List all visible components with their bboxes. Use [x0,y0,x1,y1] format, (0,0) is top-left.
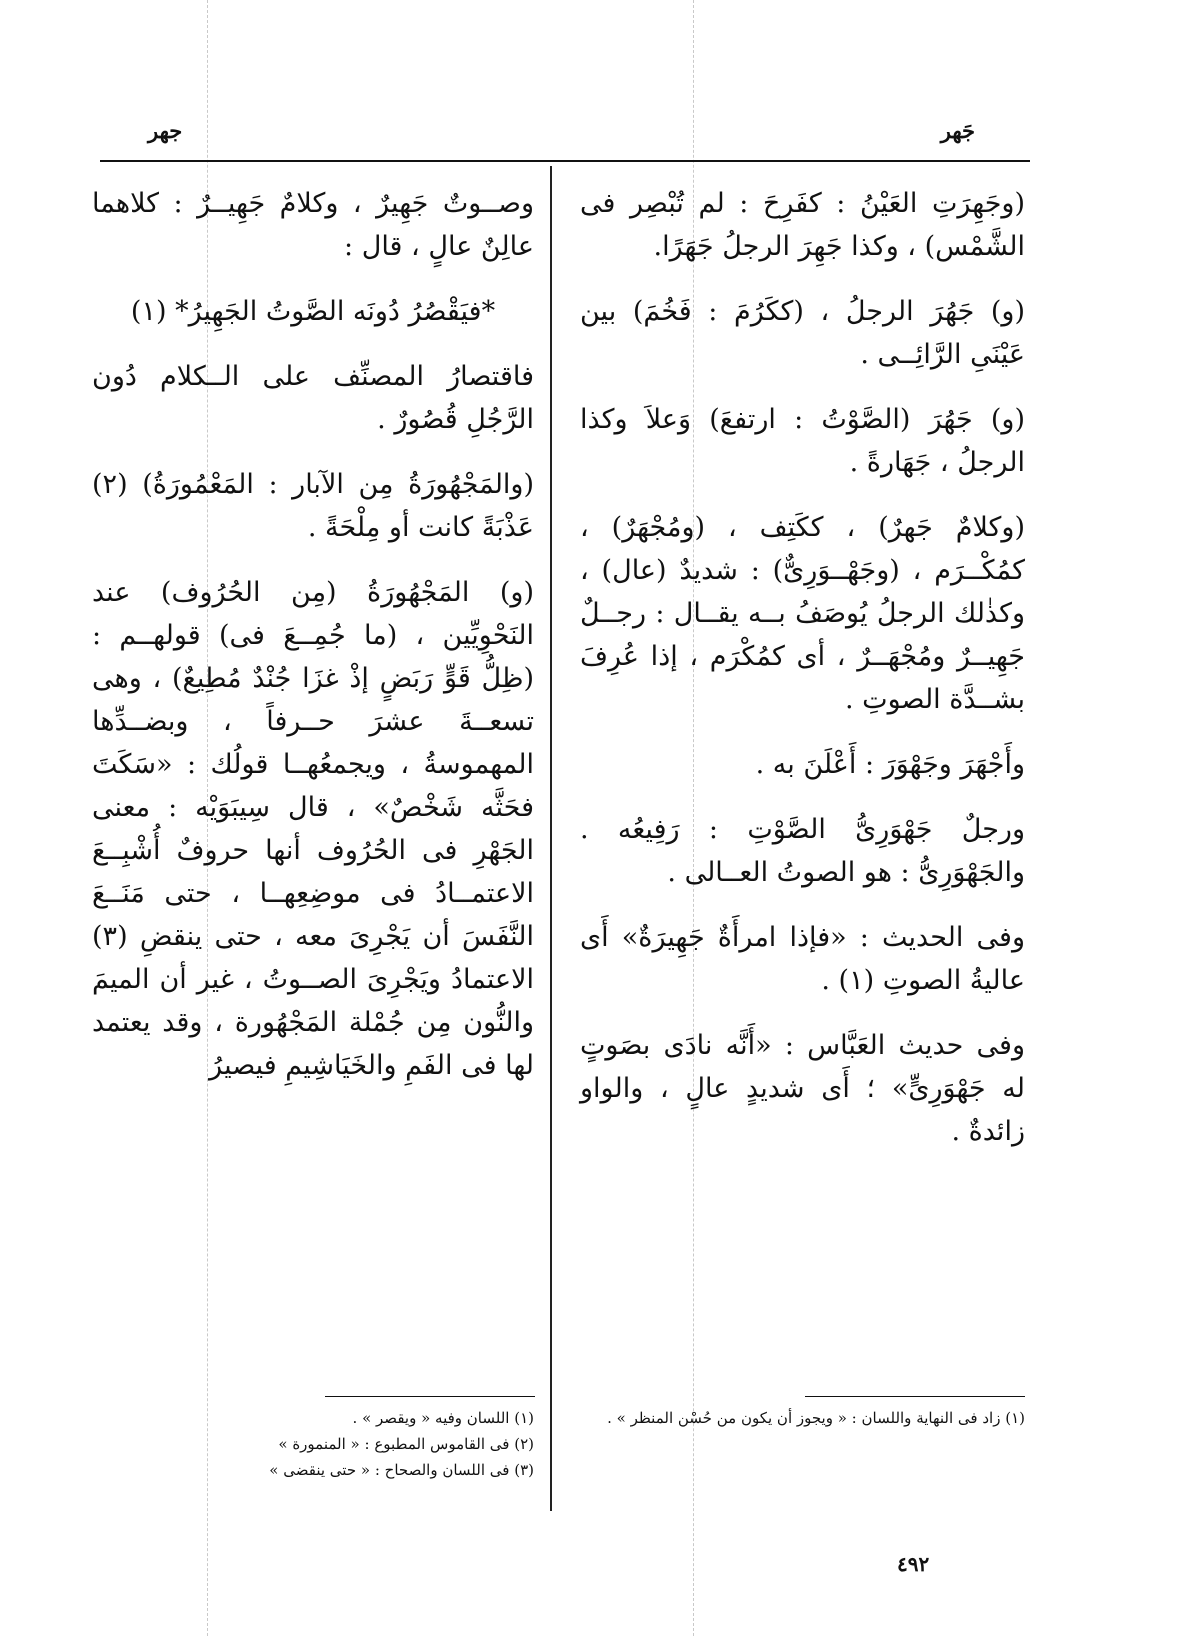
entry-paragraph: (و) المَجْهُورَةُ (مِن الحُرُوف) عند النَحْوِيِّين ، (ما جُمِــعَ فى) قولهــم : (ظِلُّ قَوٍّ رَبَضٍ إذْ غزَا جُنْدٌ مُطِيعٌ) ، وهى تسعــةَ عشرَ حــرفاً ، وبضــدِّها المهموسةُ ، ويجمعُهــا قولُك : «سَكَتَ فحَثَّه شَخْصٌ» ، قال سِيبَوَيْه : معنى الجَهْرِ فى الحُرُوف أنها حروفٌ أُشْبِــعَ الاعتمــادُ فى موضِعِهــا ، حتى مَنَــعَ النَّفَسَ أن يَجْرِىَ معه ، حتى ينقضِ (٣) الاعتمادُ ويَجْرِىَ الصــوتُ ، غير أن الميمَ والنُّون مِن جُمْلة المَجْهُورة ، وقد يعتمد لها فى الفَمِ والخَيَاشِيمِ فيصيرُ [92,577,534,1081]
left-column [92,182,534,1109]
running-head-right: جَهر [940,118,975,143]
page-number: ٤٩٢ [897,1552,930,1576]
header-rule [100,160,1030,162]
entry-paragraph: (وجَهِرَتِ العَيْنُ : كفَرِحَ : لم تُبْصِر فى الشَّمْس) ، وكذا جَهِرَ الرجلُ جَهَرًا. [580,188,1025,262]
footnote-rule [805,1396,1025,1397]
entry-paragraph: ورجلٌ جَهْوَرِىُّ الصَّوْتِ : رَفِيعُه . والجَهْوَرِىُّ : هو الصوتُ العــالى . [580,814,1025,888]
poetry-verse: *فيَقْصُرُ دُونَه الصَّوتُ الجَهِيرُ* (١) [130,296,496,327]
entry-paragraph: وأَجْهَرَ وجَهْوَرَ : أَعْلَنَ به . [755,749,1025,780]
footnote-rule [325,1396,535,1397]
right-column [580,182,1025,1175]
entry-paragraph: (وكلامٌ جَهرٌ) ، ككَتِف ، (ومُجْهَرٌ) ، كمُكْــرَم ، (وجَهْــوَرِىٌّ) : شديدٌ (عال) ، وكذٰلك الرجلُ يُوصَفُ بــه يقــال : رجــلٌ جَهِيــرٌ ومُجْهَــرٌ ، أى كمُكْرَم ، إذا عُرِفَ بشــدَّة الصوتِ . [580,512,1025,715]
entry-paragraph: (و) جَهُرَ الرجلُ ، (ككَرُمَ : فَخُمَ) بين عَيْنَىِ الرَّائِــى . [580,296,1025,370]
footnote: (٣) فى اللسان والصحاح : « حتى ينقضى » [269,1461,534,1479]
entry-paragraph: وفى حديث العَبَّاس : «أَنَّه نادَى بصَوتٍ له جَهْوَرِىٍّ» ؛ أَى شديدٍ عالٍ ، والواو زائدةٌ . [580,1030,1025,1147]
entry-paragraph: وصــوتٌ جَهِيرٌ ، وكلامٌ جَهِيــرٌ : كلاهما عالِنٌ عالٍ ، قال : [92,188,534,262]
running-head-left: جهر [148,118,183,143]
entry-paragraph: فاقتصارُ المصنِّف على الــكلام دُون الرَّجُلِ قُصُورٌ . [92,361,534,435]
footnote: (٢) فى القاموس المطبوع : « المنمورة » [278,1435,534,1453]
footnote: (١) زاد فى النهاية واللسان : « ويجوز أن يكون من حُسْن المنظر » . [607,1409,1025,1427]
footnotes-left [92,1405,534,1483]
entry-paragraph: (والمَجْهُورَةُ مِن الآبار : المَعْمُورَةُ) (٢) عَذْبَةً كانت أو مِلْحَةً . [92,469,534,543]
entry-paragraph: (و) جَهُرَ (الصَّوْتُ : ارتفعَ) وَعلاَ وكذا الرجلُ ، جَهَارةً . [580,404,1025,478]
entry-paragraph: وفى الحديث : «فإذا امرأَةٌ جَهِيرَةٌ» أَى عاليةُ الصوتِ (١) . [580,922,1025,996]
column-divider [550,166,552,1511]
footnotes-right [580,1405,1025,1431]
footnote: (١) اللسان وفيه « ويقصر » . [352,1409,534,1427]
